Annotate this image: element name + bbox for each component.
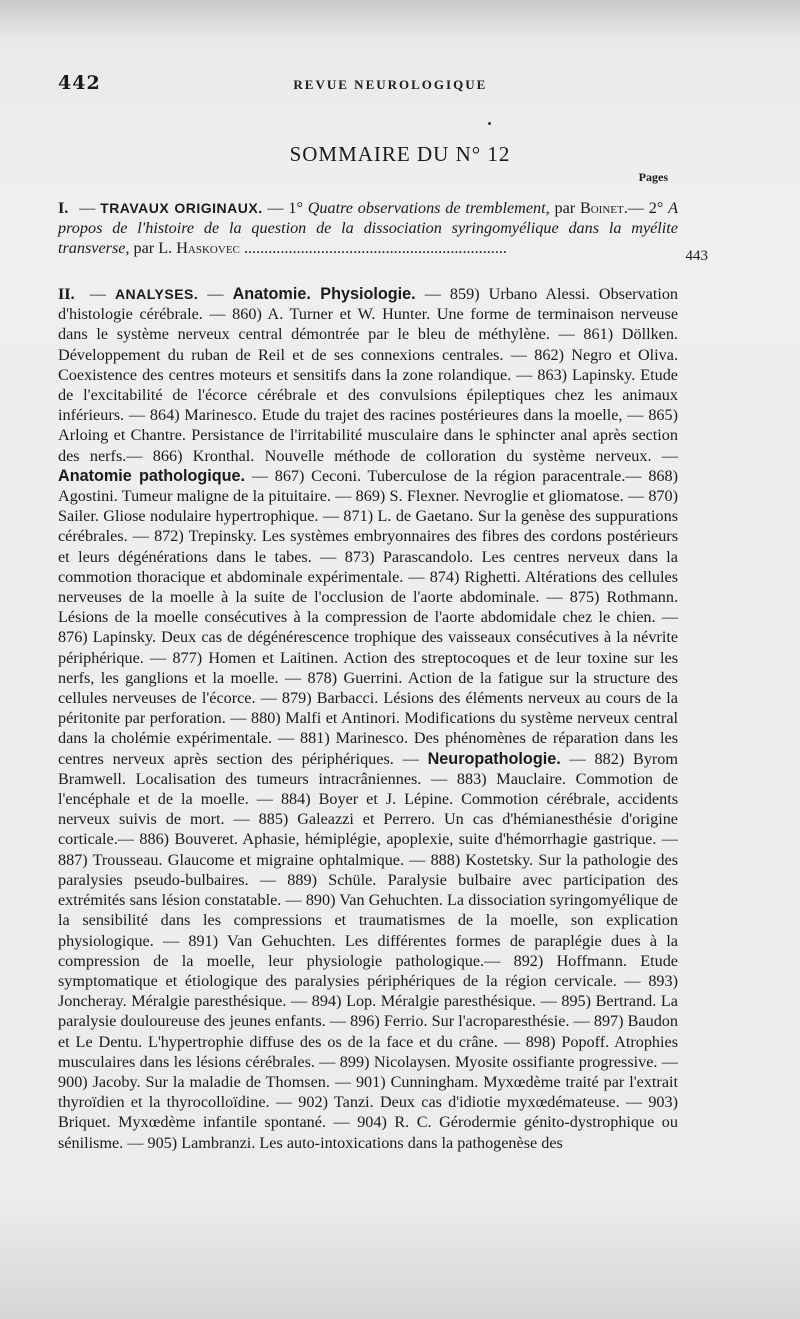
page-number: 442 <box>58 72 101 94</box>
section-numeral: II. <box>58 285 75 303</box>
section-heading: ANALYSES. <box>114 286 199 302</box>
analyses-text: — 859) Urbano Alessi. Observation d'histologie cérébrale. — 860) A. Turner et W. Hunter. Une forme de terminaison nerveuse dans le système nerveux central démontrée par le bleu de méthylène. — 861) Döllken. Développement du ruban de Reil et de ses connexions centrales. — 862) Negro et Oliva. Coexistence des centres moteurs et sensitifs dans la zone rolandique. — 863) Lapinsky. Etude de l'excitabilité de l'écorce cérébrale et des convulsions épileptiques chez les animaux inférieurs. — 864) Marinesco. Etude du trajet des racines postérieures dans la moelle, — 865) Arloing et Chantre. Persistance de l'irritabilité musculaire dans le sphincter anal après section des nerfs.— 866) Kronthal. Nouvelle méthode de colloration du système nerveux. — <box>58 285 679 465</box>
section-dash: — <box>79 199 96 217</box>
section-heading: TRAVAUX ORIGINAUX. <box>100 200 263 216</box>
page-title: SOMMAIRE DU N° 12 <box>289 142 511 166</box>
running-head: REVUE NEUROLOGIQUE <box>293 77 488 92</box>
page-reference: 443 <box>685 248 708 264</box>
subheading-neuropathologie: Neuropathologie. <box>427 749 561 768</box>
subheading-anatomie-pathologique: Anatomie pathologique. <box>58 466 246 485</box>
section-text: par <box>549 199 580 217</box>
section-text: par L. <box>129 239 177 258</box>
article-title: A propos de l'histoire de la question de la dissociation syringomyélique dans la myélite transverse, <box>58 199 678 258</box>
section-numeral: I. <box>58 199 69 217</box>
section-dash: — <box>89 285 106 303</box>
pages-column-label: Pages <box>638 170 668 184</box>
analyses-text: — 867) Ceconi. Tuberculose de la région paracentrale.— 868) Agostini. Tumeur maligne de la pituitaire. — 869) S. Flexner. Nevroglie et gliomatose. — 870) Sailer. Gliose nodulaire hypertrophique. — 871) L. de Gaetano. Sur la genèse des suppurations cérébrales. — 872) Trepinsky. Les systèmes embryonnaires des fibres des cordons postérieurs et leurs dégénérations dans le tabes. — 873) Parascandolo. Les centres nerveux dans la commotion thoracique et abdominale expérimentale. — 874) Righetti. Altérations des cellules nerveuses de la moelle à la suite de l'occlusion de l'aorte abdominale. — 875) Rothmann. Lésions de la moelle consécutives à la compression de l'aorte abdomidale chez le chien. — 876) Lapinsky. Deux cas de dégénérescence trophique des vaisseaux consécutives à la névrite périphérique. — 877) Homen et Laitinen. Action des streptocoques et de leur toxine sur les nerfs, les ganglions et la moelle. — 878) Guerrini. Action de la fatigue sur la structure des cellules nerveuses de l'écorce. — 879) Barbacci. Lésions des éléments nerveux au cours de la péritonite par perforation. — 880) Malfi et Antinori. Modifications du système nerveux central dans la cholémie expérimentale. — 881) Marinesco. Des phénomènes de réparation dans les centres nerveux après section des périphériques. — <box>58 466 678 768</box>
section-text: — 1° <box>262 199 308 217</box>
leader-dots: ................................................................. <box>239 239 507 258</box>
section-analyses <box>58 284 678 1153</box>
section-dash: — <box>207 285 224 303</box>
author-name: Boinet <box>579 199 624 217</box>
page-header <box>58 72 680 94</box>
article-title: Quatre observations de tremblement, <box>307 199 550 217</box>
section-travaux-originaux <box>58 198 678 259</box>
section-text: .— 2° <box>623 199 669 217</box>
print-speck <box>488 122 491 125</box>
analyses-text: — 882) Byrom Bramwell. Localisation des tumeurs intracrâniennes. — 883) Mauclaire. Commotion de l'encéphale et de la moelle. — 884) Boyer et J. Lépine. Commotion cérébrale, accidents nerveux suivis de mort. — 885) Galeazzi et Perrero. Un cas d'hémianesthésie d'origine corticale.— 886) Bouveret. Aphasie, hémiplégie, apoplexie, suite d'hémorrhagie gastrique. — 887) Trousseau. Glaucome et migraine ophtalmique. — 888) Kostetsky. Sur la pathologie des paralysies pseudo-bulbaires. — 889) Schüle. Paralysie bulbaire avec participation des extrémités sans lésion constatable. — 890) Van Gehuchten. La dissociation syringomyélique de la sensibilité dans les compressions et traumatismes de la moelle, son explication physiologique. — 891) Van Gehuchten. Les différentes formes de paraplégie dues à la compression de la moelle, leur physiologie pathologique.— 892) Hoffmann. Etude symptomatique et étiologique des paralysies périphériques de la région cervicale. — 893) Joncheray. Méralgie paresthésique. — 894) Lop. Méralgie paresthésique. — 895) Bertrand. La paralysie douloureuse des jeunes enfants. — 896) Ferrio. Sur l'acroparesthésie. — 897) Baudon et Le Dentu. L'hypertrophie diffuse des os de la face et du crâne. — 898) Popoff. Atrophies musculaires dans les lésions cérébrales. — 899) Nicolaysen. Myosite ossifiante progressive. — 900) Jacoby. Sur la maladie de Thomsen. — 901) Cunningham. Myxœdème traité par l'extrait thyroïdien et la thyrocolloïdine. — 902) Tanzi. Deux cas d'idiotie myxœdémateuse. — 903) Briquet. Myxœdème infantile spontané. — 904) R. C. Gérodermie génito-dystrophique ou sénilisme. — 905) Lambranzi. Les auto-intoxications dans la pathogenèse des <box>58 749 678 1152</box>
author-name: Haskovec <box>176 239 240 258</box>
subheading-anatomie: Anatomie. Physiologie. <box>232 285 416 303</box>
